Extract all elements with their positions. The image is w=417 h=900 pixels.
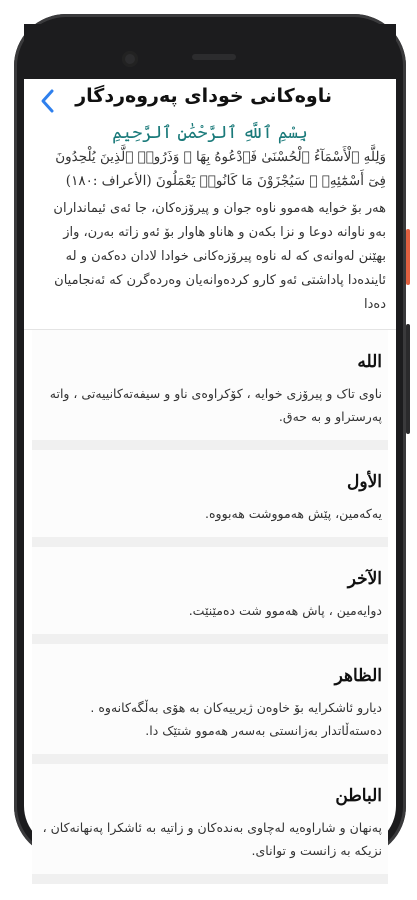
basmala: بِسْمِ ٱللَّهِ ٱلرَّحْمَٰنِ ٱلرَّحِيمِ	[112, 123, 308, 143]
app-header	[24, 79, 396, 125]
phone-frame	[14, 14, 406, 858]
list-item[interactable]	[32, 450, 388, 547]
camera	[122, 51, 138, 67]
speaker	[192, 54, 236, 60]
name-title: الأول	[347, 472, 382, 492]
intro-section	[24, 122, 396, 317]
page-title: ناوەکانی خودای پەروەردگار	[75, 85, 332, 107]
side-button	[406, 229, 410, 285]
names-list	[24, 330, 396, 884]
content-scroll[interactable]	[24, 122, 396, 858]
status-area	[24, 24, 396, 79]
list-item[interactable]	[32, 644, 388, 764]
name-description: دیارو ئاشکرایە بۆ خاوەن ژیرییەکان بە هۆی بەڵگەکانەوە . دەستەڵاتدار بەزانستی بەسەر هەموو شتێک دا.	[90, 700, 382, 738]
name-description: پەنهان و شاراوەیە لەچاوی بەندەکان و زاتیە بە ئاشکرا پەنهانەکان ، نزیکە بە زانست و توانای.	[42, 820, 382, 858]
name-title: الله	[357, 352, 382, 372]
list-item[interactable]	[32, 547, 388, 644]
name-title: الآخر	[347, 569, 382, 589]
screen	[24, 24, 396, 858]
name-title: الظاهر	[334, 666, 382, 686]
list-item[interactable]	[32, 764, 388, 884]
chevron-left-icon	[36, 87, 60, 115]
quran-verse: وَلِلَّهِ ٱلْأَسْمَآءُ ٱلْحُسْنَىٰ فَٱدْعُوهُ بِهَا ۖ وَذَرُوا۟ ٱلَّذِينَ يُلْحِدُونَ فِىٓ أَسْمَٰٓئِهِۦ ۚ سَيُجْزَوْنَ مَا كَانُوا۟ يَعْمَلُونَ (الأعراف :١٨٠)	[55, 149, 386, 189]
intro-description: هەر بۆ خوایە هەموو ناوە جوان و پیرۆزەکان، جا ئەی ئیمانداران بەو ناوانە دوعا و نزا بکەن و هاناو هاوار بۆ ئەو زاتە بەرن، واز بهێنن لەوانەی کە لە ناوە پیرۆزەکانی خوادا لادان دەکەن و لە ئایندەدا پاداشتی ئەو کارو کردەوانەیان وەردەگرن کە ئەنجامیان دەدا	[53, 201, 386, 312]
list-item[interactable]	[32, 330, 388, 450]
name-description: دوایەمین ، پاش هەموو شت دەمێنێت.	[188, 603, 382, 618]
name-description: یەکەمین، پێش هەمووشت هەبووە.	[205, 506, 382, 521]
back-button[interactable]	[36, 87, 60, 115]
name-title: الباطن	[335, 786, 382, 806]
name-description: ناوی تاک و پیرۆزی خوایە ، کۆکراوەی ناو و سیفەتەکانییەتی ، واتە پەرستراو و بە حەق.	[49, 386, 382, 424]
side-button	[406, 324, 410, 434]
